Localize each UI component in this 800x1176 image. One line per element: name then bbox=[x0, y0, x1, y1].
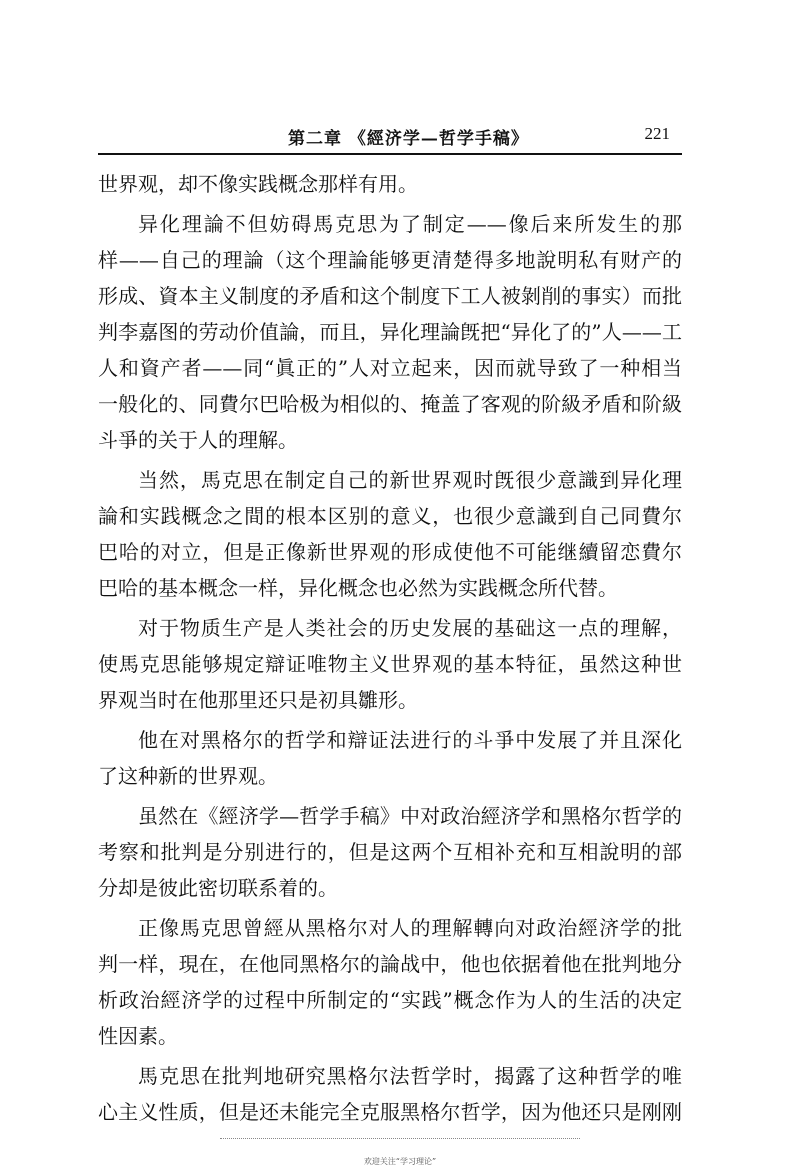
text-line: 异化理論不但妨碍馬克思为了制定——像后来所发生的那 bbox=[138, 212, 682, 236]
paragraph bbox=[98, 910, 682, 1054]
text-line: 虽然在《經济学—哲学手稿》中对政治經济学和黑格尔哲学的 bbox=[138, 804, 682, 828]
text-line: 分却是彼此密切联系着的。 bbox=[98, 876, 338, 900]
text-line: 当然，馬克思在制定自己的新世界观时旣很少意識到异化理 bbox=[138, 468, 682, 492]
text-line: 巴哈的对立，但是正像新世界观的形成使他不可能继續留恋費尔 bbox=[98, 540, 682, 564]
paragraph bbox=[98, 610, 682, 718]
text-line: 他在对黑格尔的哲学和辯证法进行的斗爭中发展了并且深化 bbox=[138, 728, 682, 752]
text-line: 使馬克思能够規定辯证唯物主义世界观的基本特征，虽然这种世 bbox=[98, 652, 682, 676]
paragraph bbox=[98, 1058, 682, 1130]
paragraph bbox=[98, 798, 682, 906]
paragraph bbox=[98, 722, 682, 794]
text-line: 一般化的、同費尔巴哈极为相似的、掩盖了客观的阶級矛盾和阶級 bbox=[98, 392, 682, 416]
text-line: 斗爭的关于人的理解。 bbox=[98, 428, 298, 452]
text-line: 正像馬克思曾經从黑格尔对人的理解轉向对政治經济学的批 bbox=[138, 916, 682, 940]
text-line: 論和实践概念之間的根本区别的意义，也很少意識到自己同費尔 bbox=[98, 504, 682, 528]
text-line: 界观当时在他那里还只是初具雛形。 bbox=[98, 688, 418, 712]
text-line: 人和資产者——同“眞正的”人对立起来，因而就导致了一种相当 bbox=[98, 356, 682, 380]
text-line: 性因素。 bbox=[98, 1024, 178, 1048]
body-text bbox=[98, 166, 682, 1130]
text-line: 形成、資本主义制度的矛盾和这个制度下工人被剝削的事实）而批 bbox=[98, 284, 682, 308]
paragraph bbox=[98, 206, 682, 458]
footer-scan-artifact bbox=[220, 1138, 580, 1139]
text-line: 了这种新的世界观。 bbox=[98, 764, 278, 788]
text-line: 巴哈的基本概念一样，异化概念也必然为实践概念所代替。 bbox=[98, 576, 618, 600]
text-line: 析政治經济学的过程中所制定的“实践”概念作为人的生活的决定 bbox=[98, 988, 682, 1012]
text-line: 考察和批判是分别进行的，但是这两个互相补充和互相說明的部 bbox=[98, 840, 682, 864]
text-line: 样——自己的理論（这个理論能够更清楚得多地說明私有财产的 bbox=[98, 248, 682, 272]
page-number: 221 bbox=[644, 124, 670, 143]
text-line: 馬克思在批判地研究黑格尔法哲学时，揭露了这种哲学的唯 bbox=[138, 1064, 682, 1088]
footer-watermark: 欢迎关注“学习理论” bbox=[363, 1157, 437, 1166]
running-header bbox=[98, 118, 680, 154]
text-line: 判一样，現在，在他同黑格尔的論战中，他也依据着他在批判地分 bbox=[98, 952, 682, 976]
paragraph bbox=[98, 462, 682, 606]
paragraph bbox=[98, 166, 682, 202]
text-line: 判李嘉图的劳动价值論，而且，异化理論旣把“异化了的”人——工 bbox=[98, 320, 682, 344]
text-line: 心主义性质，但是还未能完全克服黑格尔哲学，因为他还只是刚刚 bbox=[98, 1100, 682, 1124]
text-line: 对于物质生产是人类社会的历史发展的基础这一点的理解， bbox=[138, 616, 682, 640]
chapter-title: 第二章 《經济学—哲学手稿》 bbox=[288, 129, 529, 149]
header-rule bbox=[98, 153, 682, 155]
text-line: 世界观，却不像实践概念那样有用。 bbox=[98, 172, 418, 196]
